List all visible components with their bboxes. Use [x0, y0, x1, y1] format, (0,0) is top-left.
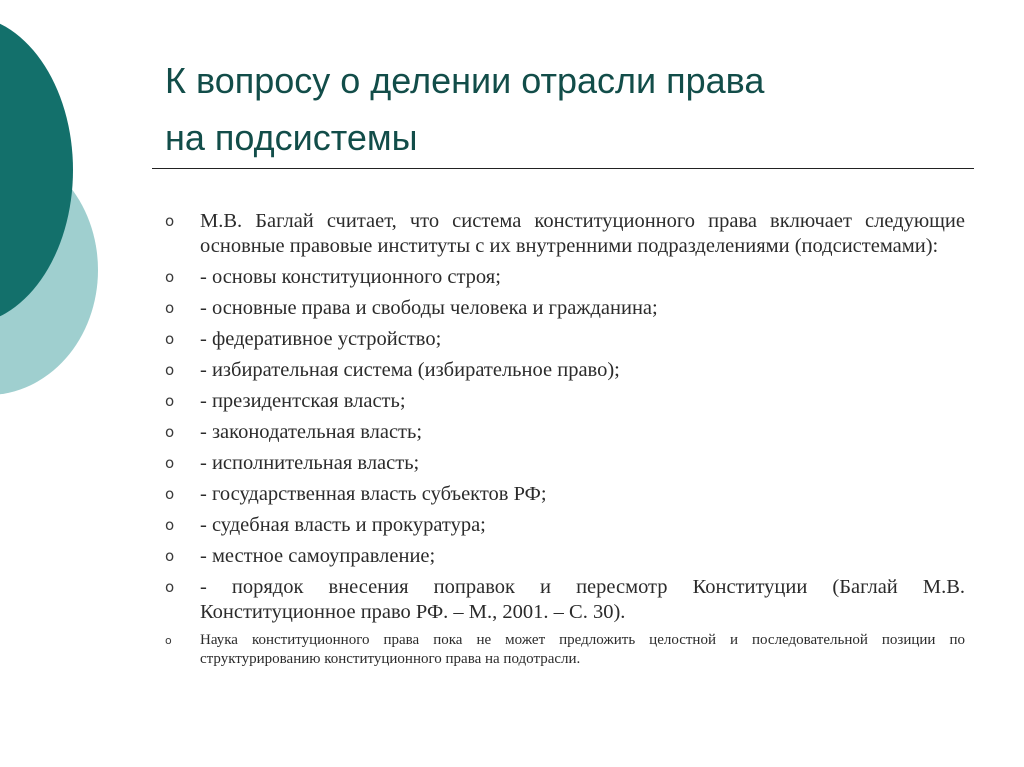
bullet-text: - местное самоуправление;	[200, 545, 436, 567]
bullet-marker-icon: o	[165, 578, 175, 596]
bullet-marker-icon: o	[165, 516, 175, 534]
bullet-item	[165, 265, 965, 290]
bullet-text: Наука конституционного права пока не может предложить целостной и последовательной позиции по структурированию конституционного права на подотрасли.	[200, 632, 965, 667]
bullet-marker-icon: o	[165, 485, 175, 503]
bullet-text: - основные права и свободы человека и гражданина;	[200, 297, 658, 319]
bullet-item	[165, 420, 965, 445]
bullet-marker-icon: o	[165, 454, 175, 472]
bullet-list	[165, 209, 965, 675]
bullet-marker-icon: o	[165, 330, 175, 348]
bullet-text: - основы конституционного строя;	[200, 266, 501, 288]
bullet-text: М.В. Баглай считает, что система конституционного права включает следующие основные правовые институты с их внутренними подразделениями (подсистемами):	[200, 210, 965, 257]
slide-title: К вопросу о делении отрасли права на подсистемы	[165, 60, 765, 158]
bullet-marker-icon: o	[165, 212, 175, 230]
bullet-marker-icon: o	[165, 361, 175, 379]
bullet-text: - избирательная система (избирательное право);	[200, 359, 620, 381]
bullet-item-note	[165, 631, 965, 669]
bullet-text: - президентская власть;	[200, 390, 406, 412]
bullet-item	[165, 327, 965, 352]
bullet-marker-icon: o	[165, 392, 175, 410]
bullet-text: - законодательная власть;	[200, 421, 423, 443]
bullet-item	[165, 482, 965, 507]
bullet-item	[165, 296, 965, 321]
bullet-marker-icon: o	[165, 547, 175, 565]
bullet-text: - судебная власть и прокуратура;	[200, 514, 486, 536]
bullet-marker-icon: o	[165, 423, 175, 441]
bullet-item	[165, 575, 965, 625]
bullet-item	[165, 389, 965, 414]
bullet-text: - исполнительная власть;	[200, 452, 420, 474]
bullet-marker-icon: o	[165, 634, 172, 647]
bullet-marker-icon: o	[165, 268, 175, 286]
bullet-item	[165, 209, 965, 259]
bullet-marker-icon: o	[165, 299, 175, 317]
bullet-text: - государственная власть субъектов РФ;	[200, 483, 547, 505]
bullet-item	[165, 544, 965, 569]
title-divider	[152, 168, 974, 169]
bullet-text: - федеративное устройство;	[200, 328, 442, 350]
bullet-item	[165, 358, 965, 383]
bullet-text: - порядок внесения поправок и пересмотр Конституции (Баглай М.В. Конституционное право РФ. – М., 2001. – С. 30).	[200, 576, 965, 623]
bullet-item	[165, 513, 965, 538]
bullet-item	[165, 451, 965, 476]
